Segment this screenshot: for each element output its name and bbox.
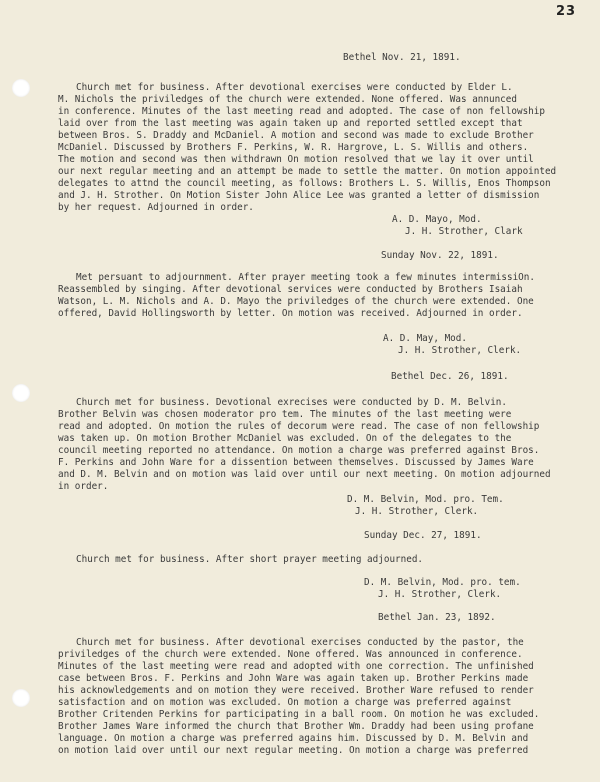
text-line: Church met for business. After short prayer meeting adjourned. (76, 554, 424, 565)
text-line: and D. M. Belvin and on motion was laid over until our next meeting. On motion adjourned (58, 469, 551, 480)
text-line: in order. (58, 481, 109, 492)
text-line: read and adopted. On motion the rules of decorum were read. The case of non fellowship (58, 421, 540, 432)
text-line: language. On motion a charge was preferred agains him. Discussed by D. M. Belvin and (58, 733, 529, 744)
signature-clerk: J. H. Strother, Clerk. (355, 506, 479, 517)
text-line: offered, David Hollingsworth by letter. On motion was received. Adjourned in order. (58, 308, 523, 319)
text-line: Brother Critenden Perkins for participating in a ball room. On motion he was excluded. (58, 709, 540, 720)
text-line: was taken up. On motion Brother McDaniel was excluded. On of the delegates to the (58, 433, 512, 444)
entry-date: Sunday Dec. 27, 1891. (364, 530, 482, 541)
text-line: on motion laid over until our next regular meeting. On motion a charge was preferred (58, 745, 529, 756)
signature-clerk: J. H. Strother, Clerk. (398, 345, 522, 356)
text-line: M. Nichols the priviledges of the church were extended. None offered. Was annunced (58, 94, 517, 105)
text-line: Reassembled by singing. After devotional services were conducted by Brothers Isaiah (58, 284, 523, 295)
text-line: by her request. Adjourned in order. (58, 202, 254, 213)
text-line: Minutes of the last meeting were read and adopted with one correction. The unfinished (58, 661, 534, 672)
punch-hole (12, 689, 30, 707)
text-line: laid over from the last meeting was again taken up and reported settled except that (58, 118, 523, 129)
signature-moderator: D. M. Belvin, Mod. pro. tem. (364, 577, 521, 588)
text-line: delegates to attnd the council meeting, as follows: Brothers L. S. Willis, Enos Thompson (58, 178, 551, 189)
text-line: Church met for business. After devotional exercises were conducted by Elder L. (76, 82, 513, 93)
text-line: in conference. Minutes of the last meeting read and adopted. The case of non fellowship (58, 106, 545, 117)
punch-hole (12, 79, 30, 97)
text-line: Brother James Ware informed the church that Brother Wm. Draddy had been using profane (58, 721, 534, 732)
text-line: our next regular meeting and an attempt be made to settle the matter. On motion appointed (58, 166, 557, 177)
entry-date: Bethel Jan. 23, 1892. (378, 612, 496, 623)
text-line: his acknowledgements and on motion they were received. Brother Ware refused to render (58, 685, 534, 696)
entry-date: Bethel Dec. 26, 1891. (391, 371, 509, 382)
text-line: priviledges of the church were extended. None offered. Was announced in conference. (58, 649, 523, 660)
page-number: 23 (556, 4, 577, 19)
entry-date: Bethel Nov. 21, 1891. (343, 52, 461, 63)
text-line: The motion and second was then withdrawn On motion resolved that we lay it over until (58, 154, 534, 165)
text-line: F. Perkins and John Ware for a dissention between themselves. Discussed by James Ware (58, 457, 534, 468)
signature-moderator: A. D. Mayo, Mod. (392, 214, 482, 225)
text-line: Church met for business. Devotional exrecises were conducted by D. M. Belvin. (76, 397, 507, 408)
text-line: between Bros. S. Draddy and McDaniel. A motion and second was made to exclude Brother (58, 130, 534, 141)
text-line: case between Bros. F. Perkins and John Ware was again taken up. Brother Perkins made (58, 673, 529, 684)
text-line: satisfaction and on motion was excluded. On motion a charge was preferred against (58, 697, 512, 708)
text-line: Met persuant to adjournment. After prayer meeting took a few minutes intermissiOn. (76, 272, 535, 283)
text-line: McDaniel. Discussed by Brothers F. Perkins, W. R. Hargrove, L. S. Willis and others. (58, 142, 529, 153)
entry-date: Sunday Nov. 22, 1891. (381, 250, 499, 261)
signature-clerk: J. H. Strother, Clark (405, 226, 523, 237)
signature-clerk: J. H. Strother, Clerk. (378, 589, 502, 600)
text-line: Church met for business. After devotional exercises conducted by the pastor, the (76, 637, 524, 648)
signature-moderator: A. D. May, Mod. (383, 333, 467, 344)
text-line: Watson, L. M. Nichols and A. D. Mayo the priviledges of the church were extended. One (58, 296, 534, 307)
text-line: council meeting reported no attendance. On motion a charge was preferred against Bros. (58, 445, 540, 456)
punch-hole (12, 384, 30, 402)
text-line: and J. H. Strother. On Motion Sister John Alice Lee was granted a letter of dismission (58, 190, 540, 201)
text-line: Brother Belvin was chosen moderator pro tem. The minutes of the last meeting were (58, 409, 512, 420)
signature-moderator: D. M. Belvin, Mod. pro. Tem. (347, 494, 504, 505)
